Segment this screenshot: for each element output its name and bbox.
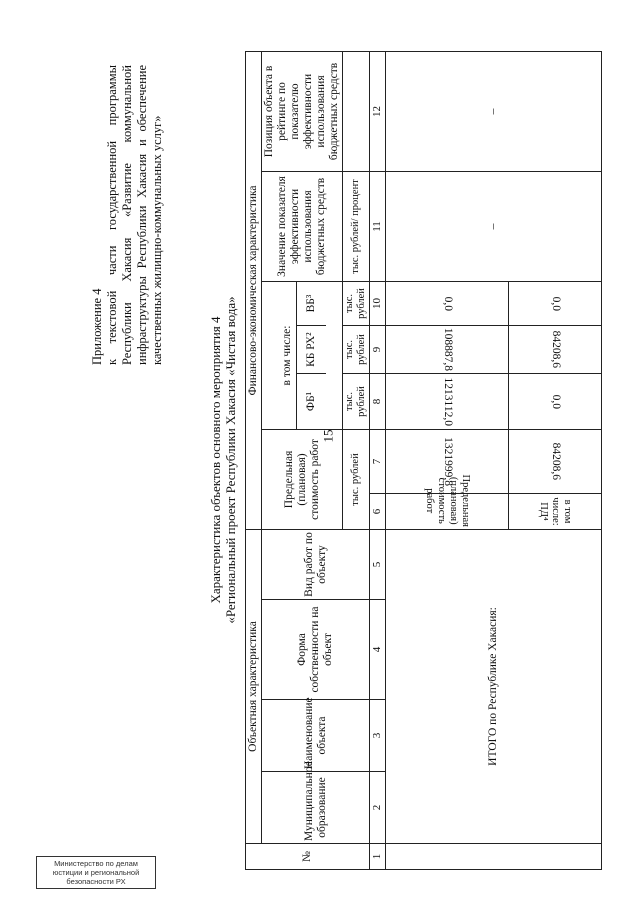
colnum-3: 3 bbox=[370, 700, 386, 772]
header-object-name: Наименование объекта bbox=[262, 700, 370, 772]
colnum-2: 2 bbox=[370, 772, 386, 844]
header-position: Позиция объекта в рейтинге по показателю эффективности использования бюджетных средств bbox=[262, 51, 343, 171]
header-columns-row bbox=[262, 51, 343, 869]
row1-vb bbox=[386, 281, 509, 325]
colnum-7: 7 bbox=[370, 429, 386, 493]
appendix-line-1: Приложение 4 bbox=[90, 288, 104, 365]
row2-cost bbox=[509, 429, 602, 493]
title-line-1: Характеристика объектов основного мероприятия 4 bbox=[208, 316, 223, 604]
colnum-9: 9 bbox=[370, 325, 386, 373]
page-number: 15 bbox=[320, 429, 336, 443]
header-cost: Предельная (плановая) стоимость работ bbox=[262, 429, 343, 529]
registration-stamp bbox=[36, 856, 156, 889]
colnum-4: 4 bbox=[370, 600, 386, 700]
row2-vb bbox=[509, 281, 602, 325]
header-kb: КБ РХ² bbox=[297, 325, 326, 373]
row2-cost-value: 84208,6 bbox=[549, 442, 562, 481]
row1-vb-value: 0,0 bbox=[441, 296, 454, 311]
total-efficiency: – bbox=[386, 171, 602, 281]
row1-cost-value: 1321999,8 bbox=[441, 437, 454, 486]
row1-fb-value: 1213112,0 bbox=[441, 377, 454, 426]
row1-label bbox=[386, 474, 509, 529]
header-vb: ВБ³ bbox=[304, 294, 317, 313]
row1-kb-value: 108887,8 bbox=[441, 327, 454, 371]
header-municipality: Муниципальное образование bbox=[262, 772, 370, 844]
stamp-line-2: юстиции и региональной bbox=[52, 868, 140, 877]
total-no-empty bbox=[386, 844, 602, 870]
total-label: ИТОГО по Республике Хакасия: bbox=[386, 529, 602, 843]
row1-cost bbox=[386, 429, 509, 493]
colnum-1: 1 bbox=[370, 844, 386, 870]
colnum-10: 10 bbox=[370, 281, 386, 325]
colnum-5: 5 bbox=[370, 529, 386, 599]
stamp-line-3: безопасности РХ bbox=[66, 877, 126, 886]
row2-kb-value: 84208,6 bbox=[549, 330, 562, 369]
row2-label-text: в том числе: ПД⁴ bbox=[538, 497, 573, 526]
header-sources bbox=[297, 282, 326, 429]
header-including: в том числе: bbox=[279, 282, 297, 429]
row1-label-text: Предельная (плановая) стоимость работ bbox=[424, 474, 471, 527]
colnum-12: 12 bbox=[370, 51, 386, 171]
header-work-type: Вид работ по объекту bbox=[262, 529, 370, 599]
header-finance-group: Финансово-экономическая характеристика bbox=[246, 51, 262, 529]
row2-fb bbox=[509, 373, 602, 429]
header-no: № bbox=[246, 844, 370, 870]
appendix-caption bbox=[90, 65, 165, 365]
stamp-line-1: Министерство по делам bbox=[54, 859, 138, 868]
unit-fb: тыс. рублей bbox=[343, 373, 370, 429]
appendix-line-2: к текстовой части государственной программы Республики Хакасия «Развитие коммунальной инфраструктуры Республики Хакасия и обеспечение качественных жилищно-коммунальных услуг» bbox=[105, 65, 164, 365]
rotated-content bbox=[90, 50, 640, 870]
total-row-1 bbox=[386, 51, 509, 869]
unit-efficiency: тыс. рублей/ процент bbox=[343, 171, 370, 281]
row1-fb bbox=[386, 373, 509, 429]
unit-kb: тыс. рублей bbox=[343, 325, 370, 373]
header-group-row bbox=[246, 51, 262, 869]
document-title bbox=[208, 50, 238, 870]
title-line-2: «Региональный проект Республики Хакасия «Чистая вода» bbox=[223, 296, 238, 624]
unit-cost: тыс. рублей bbox=[343, 429, 370, 529]
row2-label bbox=[509, 493, 602, 529]
header-fb: ФБ¹ bbox=[297, 373, 326, 429]
header-including-cell bbox=[262, 281, 343, 429]
row2-fb-value: 0,0 bbox=[549, 394, 562, 409]
column-numbers-row bbox=[370, 51, 386, 869]
row1-kb bbox=[386, 325, 509, 373]
unit-position-empty bbox=[343, 51, 370, 171]
total-position: – bbox=[386, 51, 602, 171]
header-ownership: Форма собственности на объект bbox=[262, 600, 370, 700]
objects-table bbox=[245, 51, 602, 870]
colnum-11: 11 bbox=[370, 171, 386, 281]
unit-vb: тыс. рублей bbox=[343, 281, 370, 325]
header-object-group: Объектная характеристика bbox=[246, 529, 262, 843]
header-efficiency: Значение показателя эффективности использования бюджетных средств bbox=[262, 171, 343, 281]
colnum-6: 6 bbox=[370, 493, 386, 529]
colnum-8: 8 bbox=[370, 373, 386, 429]
row2-vb-value: 0,0 bbox=[549, 296, 562, 311]
row2-kb bbox=[509, 325, 602, 373]
